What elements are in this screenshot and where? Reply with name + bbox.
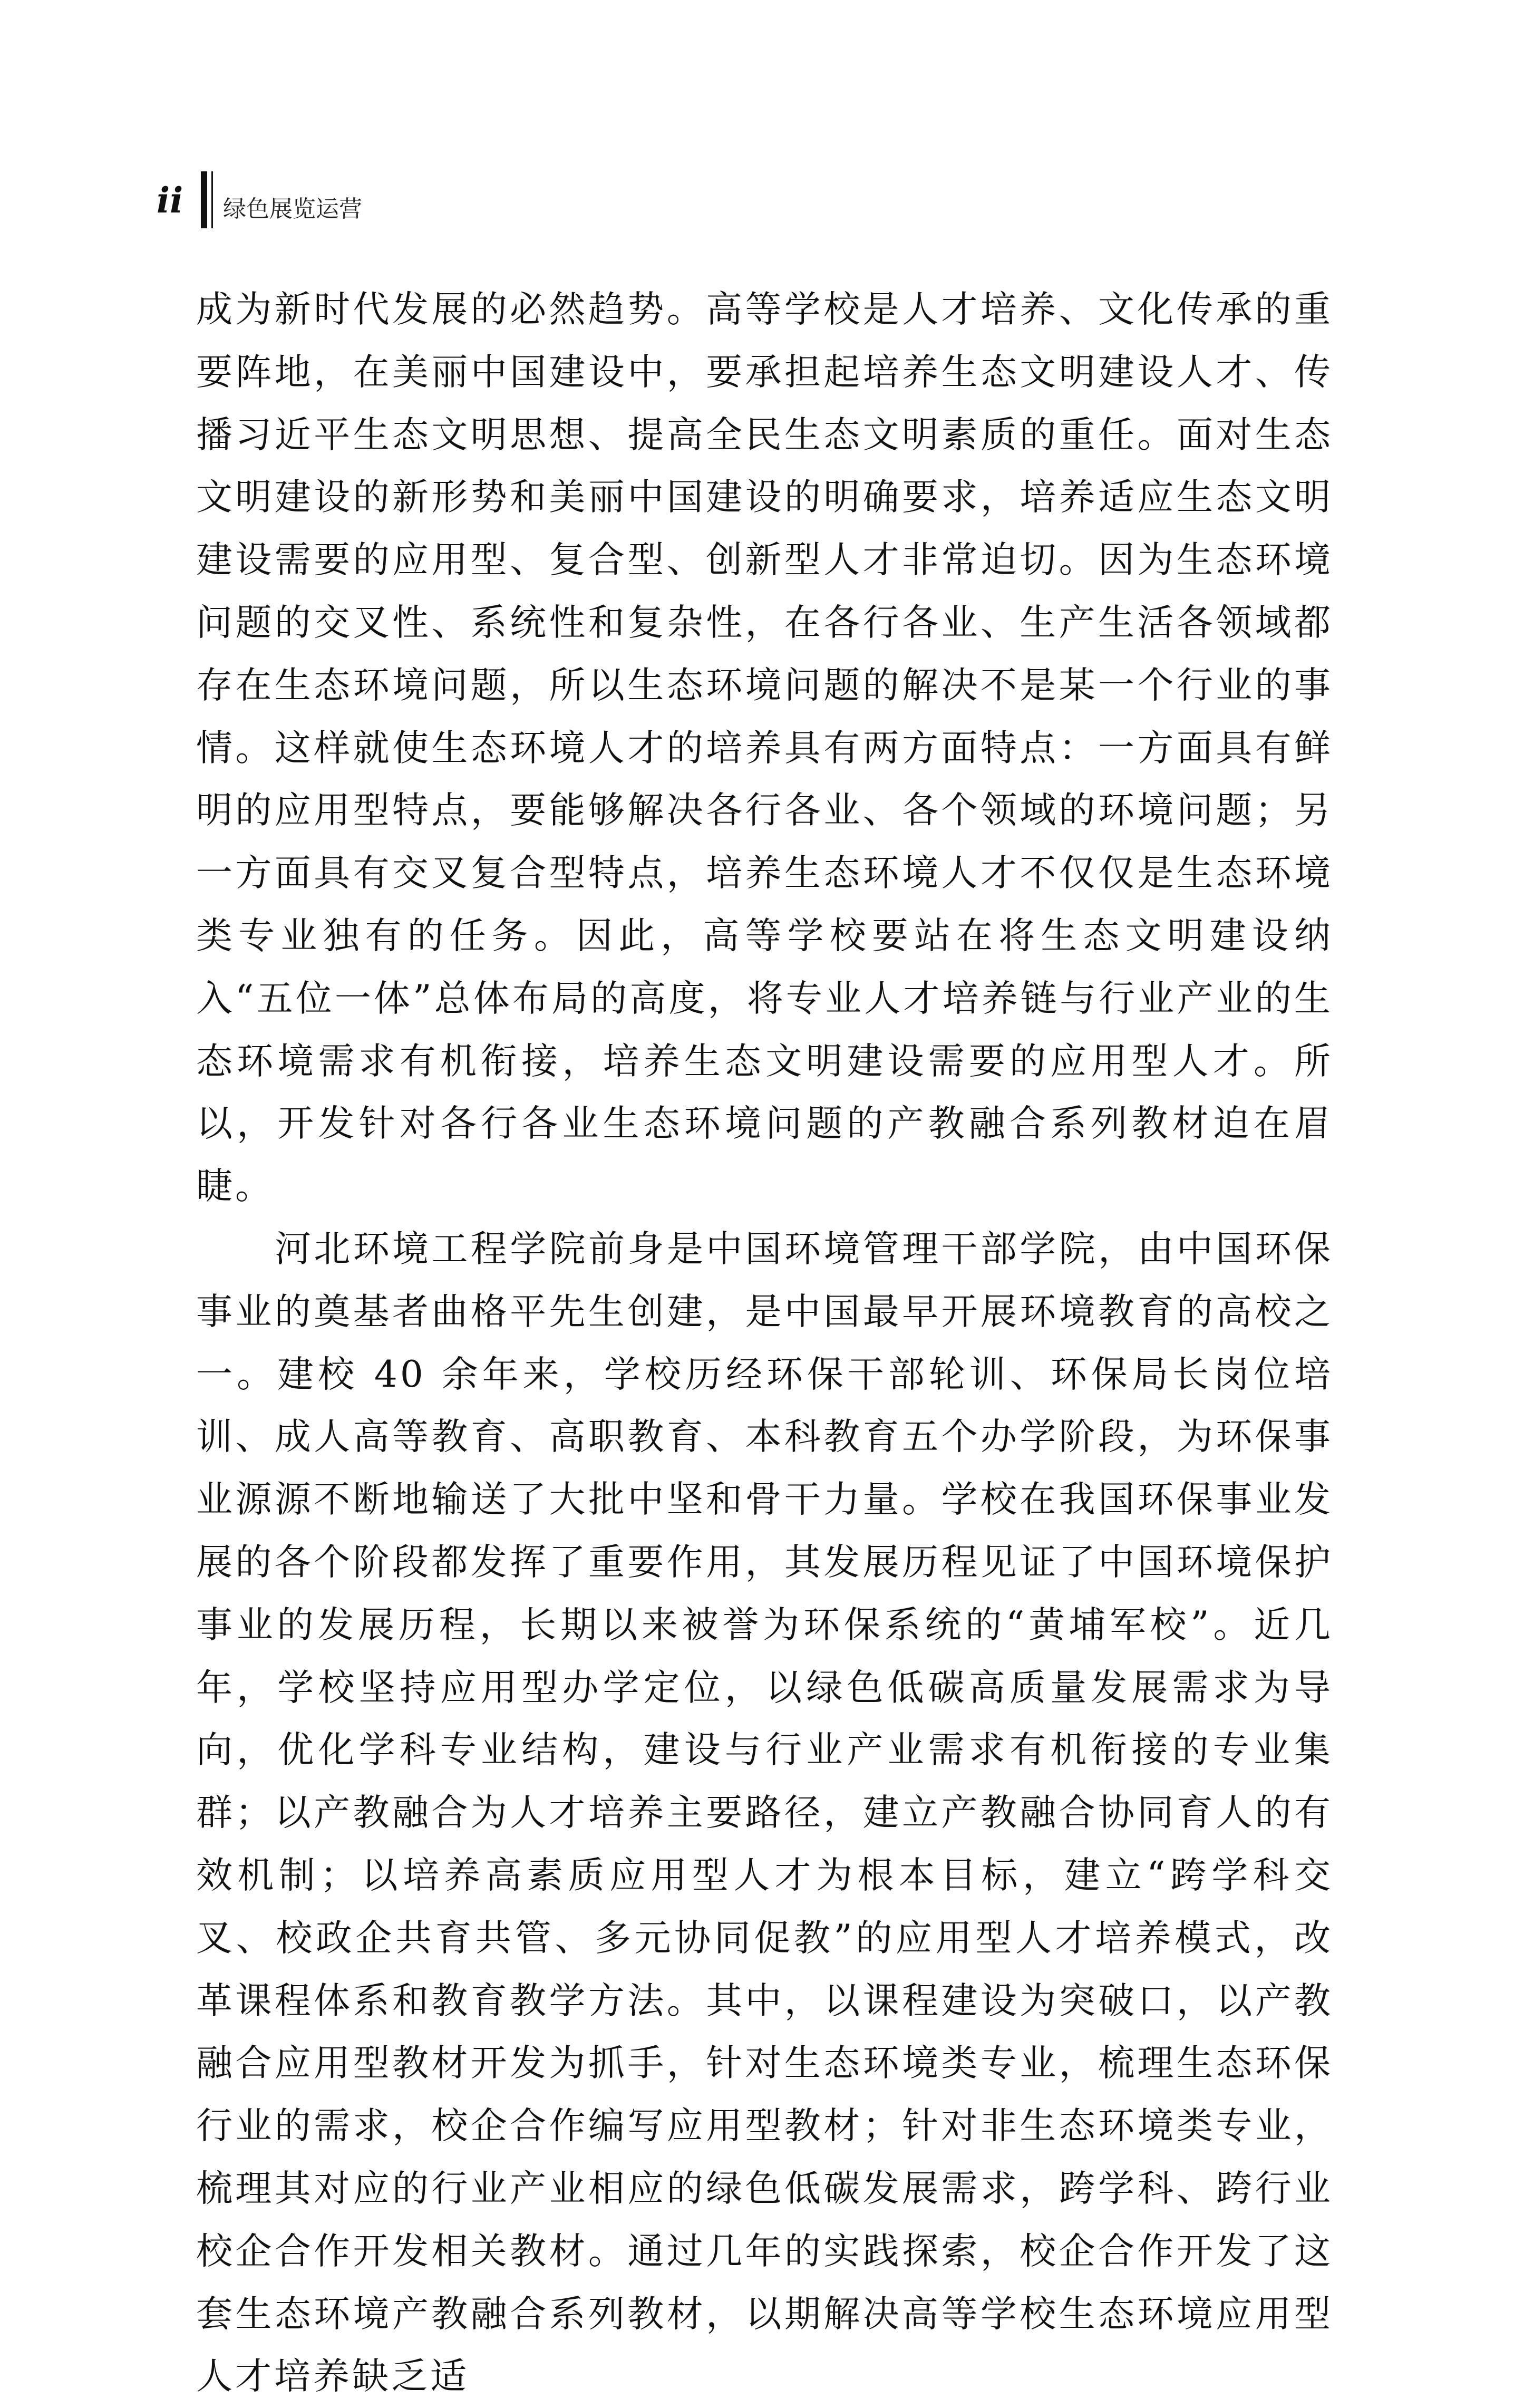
body-text [196,278,1333,2408]
page-header [157,171,1369,229]
paragraph-continued: 成为新时代发展的必然趋势。高等学校是人才培养、文化传承的重要阵地，在美丽中国建设中，要承担起培养生态文明建设人才、传播习近平生态文明思想、提高全民生态文明素质的重任。面对生态文明建设的新形势和美丽中国建设的明确要求，培养适应生态文明建设需要的应用型、复合型、创新型人才非常迫切。因为生态环境问题的交叉性、系统性和复杂性，在各行各业、生产生活各领域都存在生态环境问题，所以生态环境问题的解决不是某一个行业的事情。这样就使生态环境人才的培养具有两方面特点：一方面具有鲜明的应用型特点，要能够解决各行各业、各个领域的环境问题；另一方面具有交叉复合型特点，培养生态环境人才不仅仅是生态环境类专业独有的任务。因此，高等学校要站在将生态文明建设纳入“五位一体”总体布局的高度，将专业人才培养链与行业产业的生态环境需求有机衔接，培养生态文明建设需要的应用型人才。所以，开发针对各行各业生态环境问题的产教融合系列教材迫在眉睫。 [196,288,1333,1208]
header-rule-thin [211,171,213,228]
header-rule-thick [201,171,207,228]
page-number: ii [157,180,183,221]
running-title: 绿色展览运营 [223,196,362,223]
paragraph-school-history: 河北环境工程学院前身是中国环境管理干部学院，由中国环保事业的奠基者曲格平先生创建，是中国最早开展环境教育的高校之一。建校 40 余年来，学校历经环保干部轮训、环保局长岗位培训、成人高等教育、高职教育、本科教育五个办学阶段，为环保事业源源不断地输送了大批中坚和骨干力量。学校在我国环保事业发展的各个阶段都发挥了重要作用，其发展历程见证了中国环境保护事业的发展历程，长期以来被誉为环保系统的“黄埔军校”。近几年，学校坚持应用型办学定位，以绿色低碳高质量发展需求为导向，优化学科专业结构，建设与行业产业需求有机衔接的专业集群；以产教融合为人才培养主要路径，建立产教融合协同育人的有效机制；以培养高素质应用型人才为根本目标，建立“跨学科交叉、校政企共育共管、多元协同促教”的应用型人才培养模式，改革课程体系和教育教学方法。其中，以课程建设为突破口，以产教融合应用型教材开发为抓手，针对生态环境类专业，梳理生态环保行业的需求，校企合作编写应用型教材；针对非生态环境类专业，梳理其对应的行业产业相应的绿色低碳发展需求，跨学科、跨行业校企合作开发相关教材。通过几年的实践探索，校企合作开发了这套生态环境产教融合系列教材，以期解决高等学校生态环境应用型人才培养缺乏适 [196,1227,1333,2398]
